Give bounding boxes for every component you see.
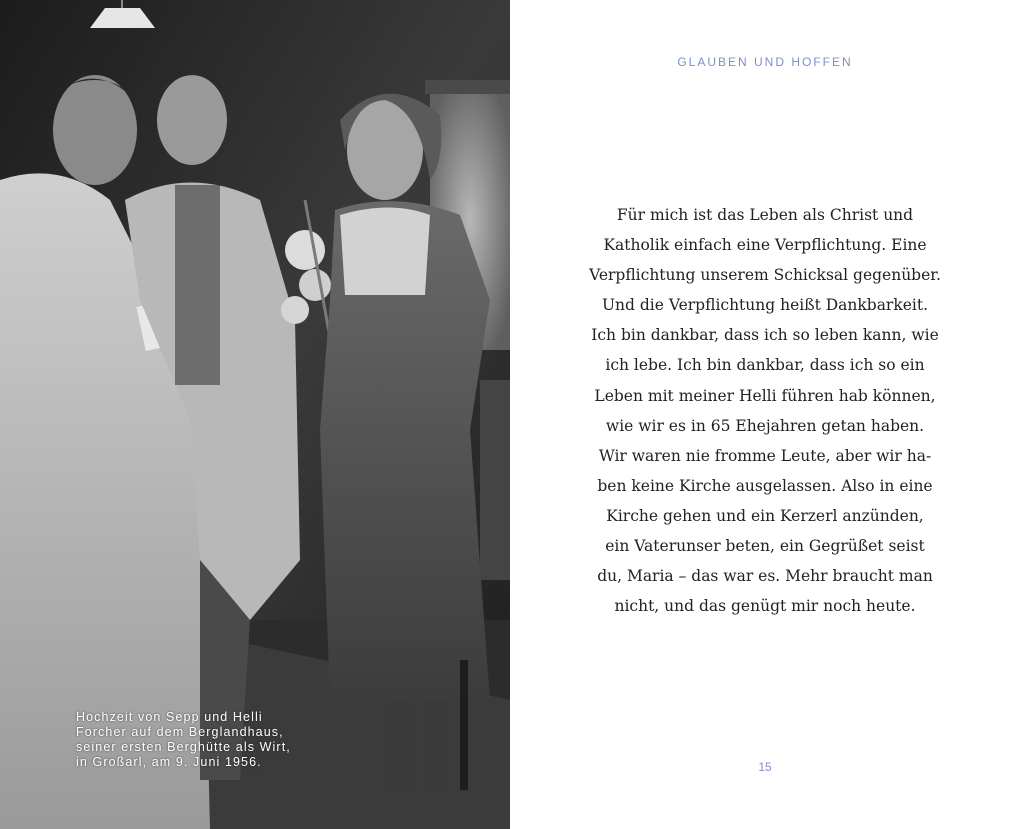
body-line: ben keine Kirche ausgelassen. Also in eine — [597, 476, 933, 495]
body-line: ich lebe. Ich bin dankbar, dass ich so ein — [605, 356, 925, 375]
running-head-label: GLAUBEN UND HOFFEN — [677, 55, 853, 69]
body-line: Für mich ist das Leben als Christ und — [616, 206, 914, 224]
caption-line: in Großarl, am 9. Juni 1956. — [76, 755, 262, 769]
body-line: Ich bin dankbar, dass ich so leben kann, wie — [591, 326, 939, 345]
caption-line: Hochzeit von Sepp und Helli — [76, 710, 263, 724]
caption-line: Forcher auf dem Berglandhaus, — [76, 725, 284, 739]
body-line: Katholik einfach eine Verpflichtung. Eine — [603, 236, 927, 255]
body-line: Leben mit meiner Helli führen hab können, — [594, 386, 936, 405]
body-line: nicht, und das genügt mir noch heute. — [614, 597, 916, 616]
text-page — [510, 0, 1020, 829]
running-head — [510, 55, 1020, 69]
page-number: 15 — [758, 760, 772, 774]
body-line: Wir waren nie fromme Leute, aber wir ha- — [598, 446, 932, 465]
body-line: du, Maria – das war es. Mehr braucht man — [597, 567, 933, 586]
body-line: Verpflichtung unserem Schicksal gegenüber. — [589, 266, 941, 285]
body-line: Und die Verpflichtung heißt Dankbarkeit. — [601, 296, 929, 315]
quote-body — [550, 200, 980, 621]
photo-caption — [76, 710, 326, 770]
body-line: ein Vaterunser beten, ein Gegrüßet seist — [605, 537, 925, 556]
body-line: Kirche gehen und ein Kerzerl anzünden, — [606, 506, 924, 525]
body-line: wie wir es in 65 Ehejahren getan haben. — [605, 416, 925, 435]
caption-line: seiner ersten Berghütte als Wirt, — [76, 740, 291, 754]
